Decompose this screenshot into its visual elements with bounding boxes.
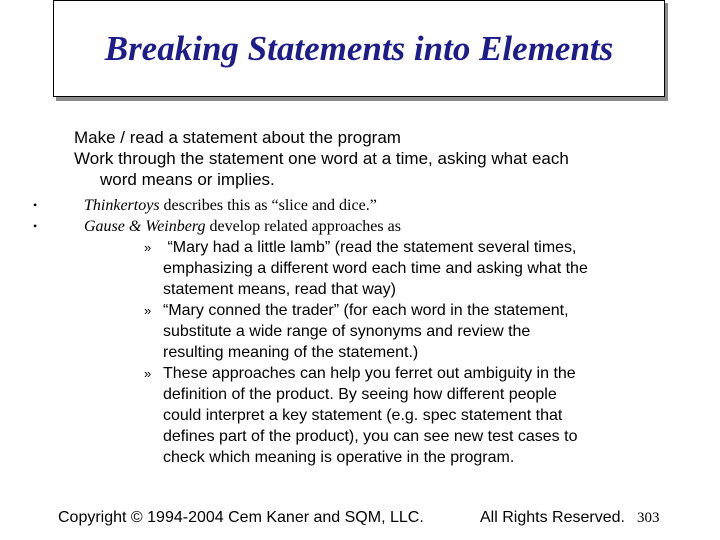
slide-title: Breaking Statements into Elements <box>104 28 614 68</box>
bullet-dot: • <box>33 198 38 212</box>
subitem-mary-lamb <box>74 237 684 300</box>
subitem-2-line-3: resulting meaning of the statement.) <box>163 344 419 361</box>
footer-rights: All Rights Reserved. <box>480 509 625 526</box>
subitem-mary-conned <box>74 300 684 363</box>
paragraph-1 <box>74 127 684 148</box>
footer-copyright: Copyright © 1994-2004 Cem Kaner and SQM, LLC. <box>58 509 424 526</box>
bullet-dot: • <box>33 219 38 233</box>
subitem-1-line-1: “Mary had a little lamb” (read the statement several times, <box>163 239 577 256</box>
subitem-1-line-3: statement means, read that way) <box>163 281 396 298</box>
subitem-approaches <box>74 363 684 468</box>
page-number: 303 <box>637 510 660 526</box>
bullet-1-italic: Thinkertoys <box>84 197 160 214</box>
bullet-2-italic: Gause & Weinberg <box>84 218 206 235</box>
paragraph-2 <box>74 148 684 190</box>
paragraph-2-line-1: Work through the statement one word at a time, asking what each <box>74 149 569 168</box>
subitem-3-line-3: could interpret a key statement (e.g. spec statement that <box>163 407 563 424</box>
subitem-3-line-1: These approaches can help you ferret out ambiguity in the <box>163 365 576 382</box>
subitem-3-line-5: check which meaning is operative in the program. <box>163 449 515 466</box>
subitem-marker: » <box>144 240 152 255</box>
paragraph-1-text: Make / read a statement about the program <box>74 128 401 147</box>
subitem-3-line-2: definition of the product. By seeing how different people <box>163 386 557 403</box>
subitem-2-line-2: substitute a wide range of synonyms and review the <box>163 323 531 340</box>
bullet-1-text: describes this as “slice and dice.” <box>159 197 377 214</box>
subitem-marker: » <box>144 366 152 381</box>
paragraph-2-line-2: word means or implies. <box>100 170 275 189</box>
bullet-gause-weinberg <box>0 216 684 237</box>
subitem-2-line-1: “Mary conned the trader” (for each word in the statement, <box>163 302 569 319</box>
subitem-1-line-2: emphasizing a different word each time and asking what the <box>163 260 588 277</box>
slide-body <box>33 127 684 468</box>
subitem-marker: » <box>144 303 152 318</box>
bullet-thinkertoys <box>0 195 684 216</box>
title-box <box>53 0 665 97</box>
subitem-3-line-4: defines part of the product), you can see new test cases to <box>163 428 578 445</box>
bullet-2-text: develop related approaches as <box>205 218 401 235</box>
